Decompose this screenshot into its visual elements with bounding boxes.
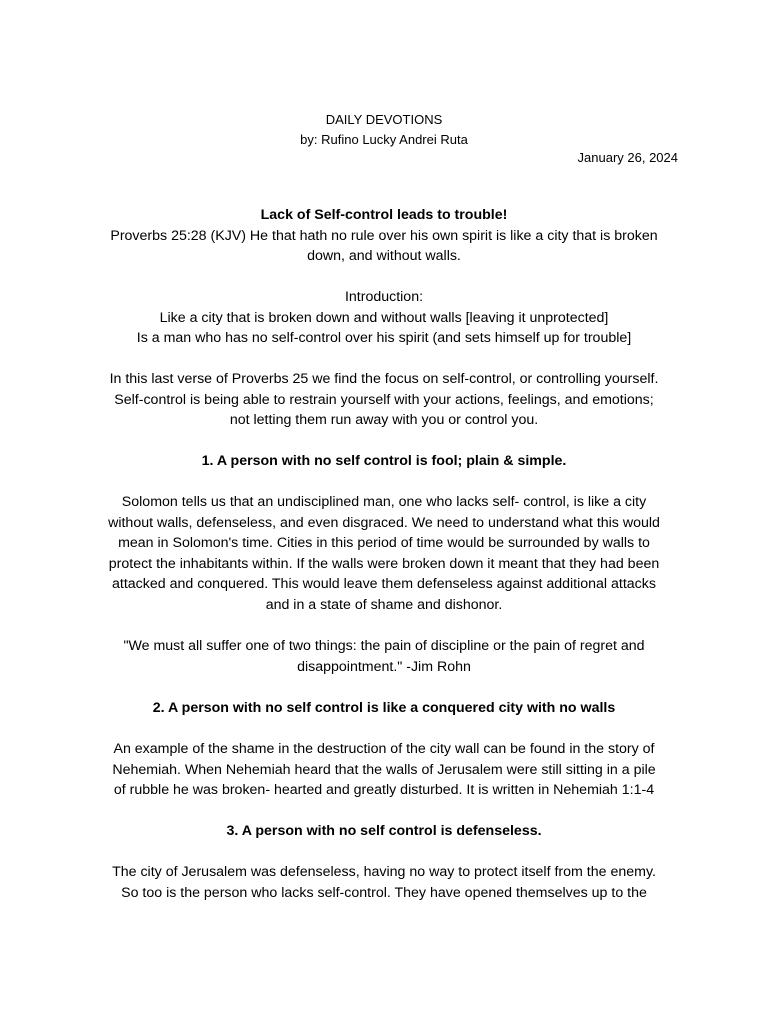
paragraph-nehemiah <box>84 739 684 801</box>
introduction-line: Like a city that is broken down and without walls [leaving it unprotected] <box>159 309 609 326</box>
introduction-block <box>84 287 684 349</box>
introduction-line: Is a man who has no self-control over his spirit (and sets himself up for trouble] <box>136 330 632 347</box>
paragraph-line: not letting them run away with you or control you. <box>229 412 539 429</box>
paragraph-line: An example of the shame in the destruction of the city wall can be found in the story of <box>113 741 655 757</box>
paragraph-line: of rubble he was broken- hearted and greatly disturbed. It is written in Nehemiah 1:1-4 <box>113 782 655 799</box>
document-date: January 26, 2024 <box>577 150 678 165</box>
header-block <box>84 110 684 150</box>
point-2-heading: 2. A person with no self control is like a conquered city with no walls <box>152 700 616 716</box>
paragraph-line: The city of Jerusalem was defenseless, having no way to protect itself from the enemy. <box>112 864 656 880</box>
paragraph-line: Solomon tells us that an undisciplined man, one who lacks self- control, is like a city <box>121 494 647 510</box>
document-title: DAILY DEVOTIONS <box>325 112 443 127</box>
paragraph-line: mean in Solomon's time. Cities in this period of time would be surrounded by walls to <box>118 535 650 552</box>
paragraph-self-control <box>84 369 684 431</box>
quote-line: "We must all suffer one of two things: the pain of discipline or the pain of regret and <box>123 638 645 654</box>
paragraph-line: In this last verse of Proverbs 25 we find the focus on self-control, or controlling yourself. <box>109 371 659 387</box>
quote-block <box>84 636 684 677</box>
paragraph-line: Nehemiah. When Nehemiah heard that the walls of Jerusalem were still sitting in a pile <box>112 761 656 778</box>
scripture-line: Proverbs 25:28 (KJV) He that hath no rule over his own spirit is like a city that is broken <box>110 227 658 244</box>
author-line: by: Rufino Lucky Andrei Ruta <box>300 132 468 147</box>
introduction-label: Introduction: <box>344 289 424 305</box>
paragraph-line: Self-control is being able to restrain yourself with your actions, feelings, and emotions; <box>114 391 654 408</box>
point-3-heading: 3. A person with no self control is defenseless. <box>226 823 542 839</box>
paragraph-line: without walls, defenseless, and even disgraced. We need to understand what this would <box>108 514 660 531</box>
scripture-line: down, and without walls. <box>307 248 461 265</box>
point-1-heading: 1. A person with no self control is fool; plain & simple. <box>201 453 567 469</box>
paragraph-jerusalem <box>84 862 684 903</box>
quote-line: disappointment." -Jim Rohn <box>297 658 471 675</box>
paragraph-line: and in a state of shame and dishonor. <box>265 596 503 613</box>
devotion-intro-block <box>84 205 684 267</box>
devotion-heading: Lack of Self-control leads to trouble! <box>260 207 508 223</box>
paragraph-line: So too is the person who lacks self-control. They have opened themselves up to the <box>121 884 647 901</box>
paragraph-line: protect the inhabitants within. If the walls were broken down it meant that they had been <box>108 555 660 572</box>
paragraph-solomon <box>84 492 684 616</box>
paragraph-line: attacked and conquered. This would leave them defenseless against additional attacks <box>112 576 656 593</box>
